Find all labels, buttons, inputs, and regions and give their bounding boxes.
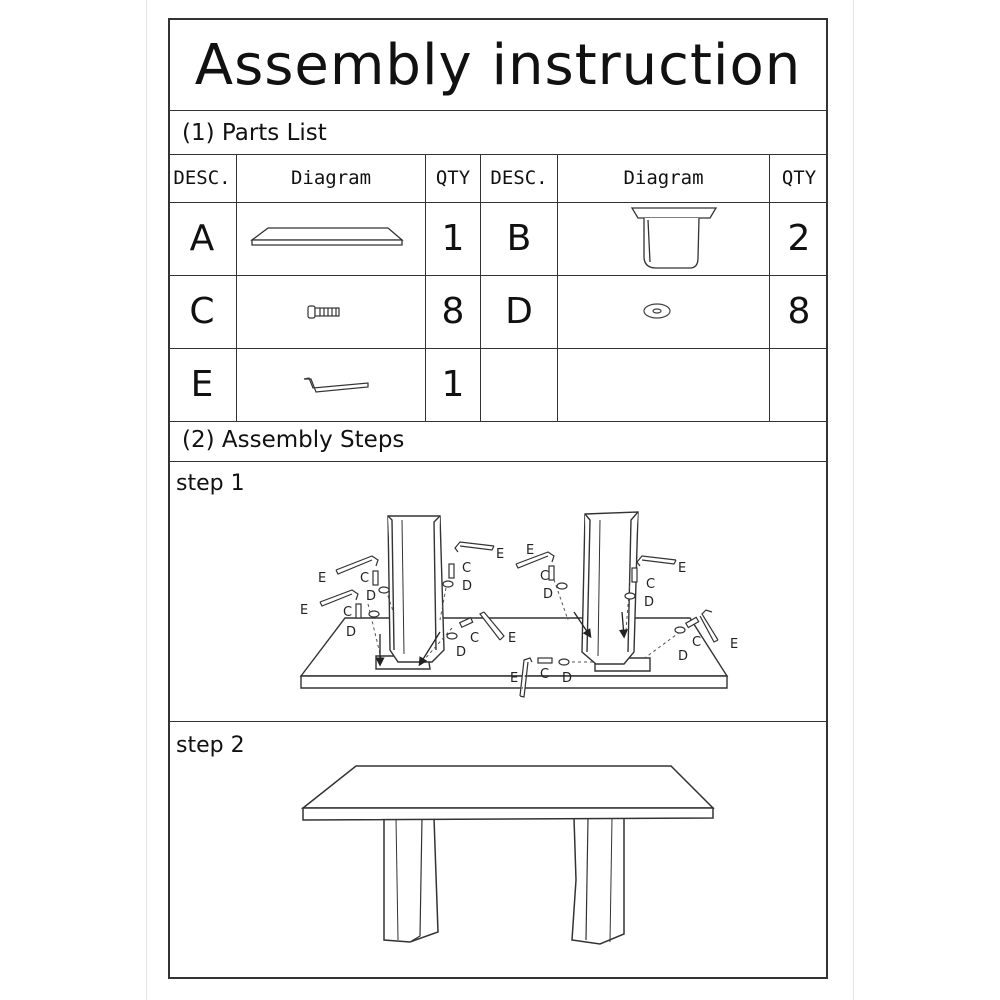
part-qty: 8	[441, 291, 465, 332]
part-desc: B	[506, 218, 532, 259]
part-qty: 1	[441, 218, 465, 259]
parts-list-heading: (1) Parts List	[182, 120, 327, 146]
header-desc: DESC.	[490, 167, 548, 189]
part-label-c: C	[646, 577, 656, 592]
part-qty: 1	[441, 364, 465, 405]
step-2-label: step 2	[176, 733, 245, 758]
part-qty: 8	[787, 291, 811, 332]
part-label-d: D	[644, 595, 655, 610]
part-label-c: C	[462, 561, 472, 576]
assembly-steps-heading: (2) Assembly Steps	[182, 427, 405, 453]
part-label-e: E	[508, 631, 517, 646]
page-title: Assembly instruction	[194, 33, 802, 98]
part-label-e: E	[510, 671, 519, 686]
part-desc: D	[505, 291, 533, 332]
part-label-e: E	[730, 637, 739, 652]
part-label-d: D	[462, 579, 473, 594]
part-label-d: D	[678, 649, 689, 664]
header-diagram: Diagram	[623, 167, 704, 189]
part-label-d: D	[543, 587, 554, 602]
part-label-c: C	[360, 571, 370, 586]
part-label-c: C	[343, 605, 353, 620]
assembled-table	[303, 766, 713, 944]
part-label-e: E	[318, 571, 327, 586]
part-label-c: C	[540, 569, 550, 584]
part-label-d: D	[562, 671, 573, 686]
part-label-c: C	[540, 667, 550, 682]
part-label-c: C	[470, 631, 480, 646]
leg-left	[384, 818, 438, 942]
part-label-d: D	[346, 625, 357, 640]
part-desc: A	[189, 218, 215, 259]
header-qty: QTY	[435, 167, 471, 189]
header-desc: DESC.	[173, 167, 231, 189]
part-label-e: E	[300, 603, 309, 618]
part-label-e: E	[526, 543, 535, 558]
part-label-d: D	[456, 645, 467, 660]
part-label-d: D	[366, 589, 377, 604]
part-label-e: E	[496, 547, 505, 562]
tabletop	[303, 766, 713, 820]
part-label-c: C	[692, 635, 702, 650]
part-desc: E	[190, 364, 214, 405]
part-desc: C	[189, 291, 215, 332]
leg-right	[572, 818, 624, 944]
step-1-label: step 1	[176, 471, 245, 496]
header-diagram: Diagram	[290, 167, 372, 189]
header-qty: QTY	[781, 167, 817, 189]
part-label-e: E	[678, 561, 687, 576]
part-qty: 2	[787, 218, 811, 259]
